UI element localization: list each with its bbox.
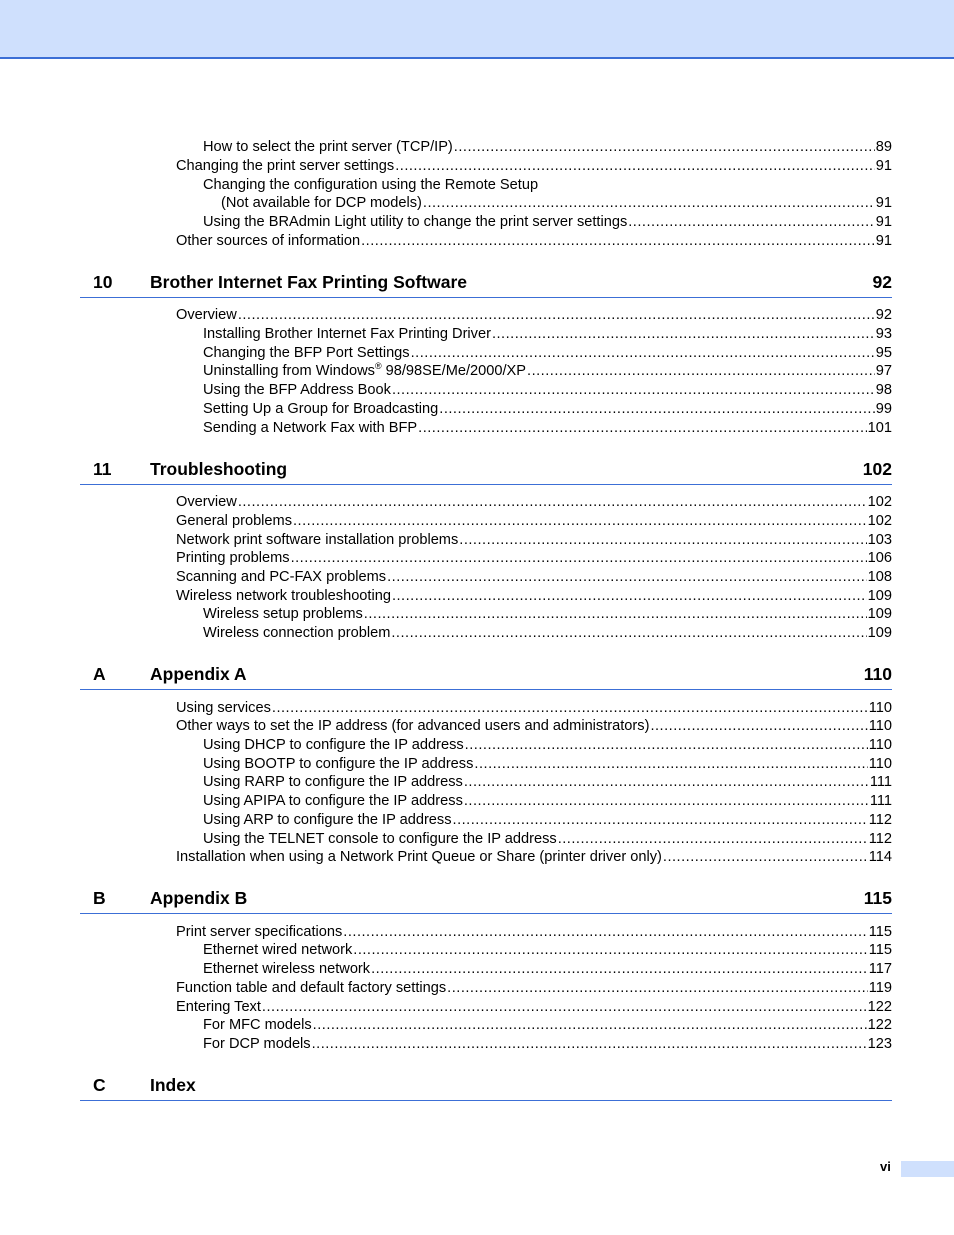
dot-leader [453,812,868,829]
dot-leader [663,849,868,866]
registered-mark: ® [374,361,382,371]
toc-entry[interactable]: Using APIPA to configure the IP address ..... 111 [203,791,892,810]
dot-leader [391,625,866,642]
toc-entry[interactable]: Ethernet wireless network ..... 117 [203,959,892,978]
chapter-title: Appendix B [150,888,248,908]
chapter-title: Troubleshooting [150,459,288,479]
chapter-page: 110 [863,664,892,684]
toc-entry[interactable]: Using DHCP to configure the IP address ..... 110 [203,735,892,754]
toc-entry[interactable]: Uninstalling from Windows® 98/98SE/Me/2000/XP ..... 97 [203,361,892,380]
toc-entry[interactable]: Installing Brother Internet Fax Printing Driver ..... 93 [203,324,892,343]
toc-entry[interactable]: General problems ..... 102 [176,511,892,530]
toc-entry[interactable]: Printing problems ..... 106 [176,548,892,567]
dot-leader [387,569,867,586]
toc-entry[interactable]: Using the BRAdmin Light utility to change the print server settings ..... 91 [203,212,892,231]
toc-entry[interactable]: Changing the print server settings ..... 91 [176,156,892,175]
toc-entry[interactable]: For DCP models ..... 123 [203,1034,892,1053]
toc-entry[interactable]: Using RARP to configure the IP address ..... 111 [203,772,892,791]
dot-leader [392,382,875,399]
toc-entry[interactable]: Function table and default factory settings ..... 119 [176,978,892,997]
dot-leader [492,326,875,343]
chapter-page: 102 [862,459,892,479]
toc-entry[interactable]: How to select the print server (TCP/IP) ..... 89 [203,137,892,156]
dot-leader [650,718,867,735]
chapter-title: Brother Internet Fax Printing Software [150,272,467,292]
chapter-heading[interactable] [80,456,892,485]
chapter-title: Index [150,1075,196,1095]
chapter-heading[interactable] [80,1072,892,1101]
dot-leader [411,345,875,362]
toc-entry[interactable]: Using ARP to configure the IP address ..... 112 [203,810,892,829]
dot-leader [371,961,868,978]
toc-entry[interactable]: Network print software installation problems ..... 103 [176,530,892,549]
dot-leader [464,793,869,810]
dot-leader [395,158,875,175]
toc-entry[interactable]: Wireless setup problems ..... 109 [203,604,892,623]
dot-leader [474,756,867,773]
dot-leader [361,233,875,250]
dot-leader [238,307,875,324]
dot-leader [238,494,867,511]
toc-entry[interactable]: Entering Text ..... 122 [176,997,892,1016]
dot-leader [628,214,875,231]
dot-leader [439,401,875,418]
toc-entry[interactable]: Using the BFP Address Book ..... 98 [203,380,892,399]
page-number: vi [880,1159,891,1174]
chapter-heading[interactable] [80,269,892,298]
dot-leader [464,774,869,791]
chapter-number: B [93,888,106,908]
toc-entry[interactable]: Setting Up a Group for Broadcasting ..... 99 [203,399,892,418]
toc-entry[interactable]: Overview ..... 92 [176,305,892,324]
toc-entry[interactable]: Changing the BFP Port Settings ..... 95 [203,343,892,362]
toc-entry[interactable]: Print server specifications ..... 115 [176,922,892,941]
dot-leader [291,550,867,567]
toc-entry[interactable]: Other ways to set the IP address (for advanced users and administrators) ..... 110 [176,716,892,735]
header-bar [0,0,954,59]
dot-leader [423,195,875,212]
dot-leader [353,942,867,959]
dot-leader [312,1036,867,1053]
dot-leader [418,420,867,437]
footer-tab [901,1161,954,1177]
toc-entry[interactable]: Using services ..... 110 [176,698,892,717]
toc-entry[interactable]: Using BOOTP to configure the IP address ..... 110 [203,754,892,773]
chapter-page: 92 [872,272,892,292]
dot-leader [272,700,868,717]
toc-entry[interactable]: For MFC models ..... 122 [203,1015,892,1034]
dot-leader [465,737,868,754]
dot-leader [459,532,866,549]
toc-entry[interactable]: Ethernet wired network ..... 115 [203,940,892,959]
dot-leader [558,831,868,848]
toc-entry[interactable]: Wireless connection problem ..... 109 [203,623,892,642]
toc-entry[interactable]: Using the TELNET console to configure the IP address ..... 112 [203,829,892,848]
toc-entry[interactable]: Overview ..... 102 [176,492,892,511]
dot-leader [313,1017,867,1034]
dot-leader [364,606,867,623]
chapter-title: Appendix A [150,664,247,684]
chapter-heading[interactable] [80,661,892,690]
dot-leader [262,999,867,1016]
dot-leader [392,588,867,605]
chapter-number: 10 [93,272,113,292]
toc-entry[interactable]: Sending a Network Fax with BFP ..... 101 [203,418,892,437]
toc-entry-first-line[interactable]: Changing the configuration using the Remote Setup [203,177,539,193]
dot-leader [293,513,867,530]
dot-leader [343,924,867,941]
dot-leader [527,363,875,380]
toc-entry[interactable]: Other sources of information ..... 91 [176,231,892,250]
dot-leader [447,980,868,997]
toc-entry[interactable]: Installation when using a Network Print Queue or Share (printer driver only) ..... 114 [176,847,892,866]
dot-leader [454,139,875,156]
chapter-number: A [93,664,106,684]
chapter-number: 11 [93,459,112,479]
chapter-page: 115 [863,888,892,908]
toc-entry[interactable]: Wireless network troubleshooting ..... 109 [176,586,892,605]
chapter-number: C [93,1075,106,1095]
toc-entry[interactable]: Scanning and PC-FAX problems ..... 108 [176,567,892,586]
chapter-heading[interactable] [80,885,892,914]
toc-entry[interactable]: (Not available for DCP models) ..... 91 [221,193,892,212]
